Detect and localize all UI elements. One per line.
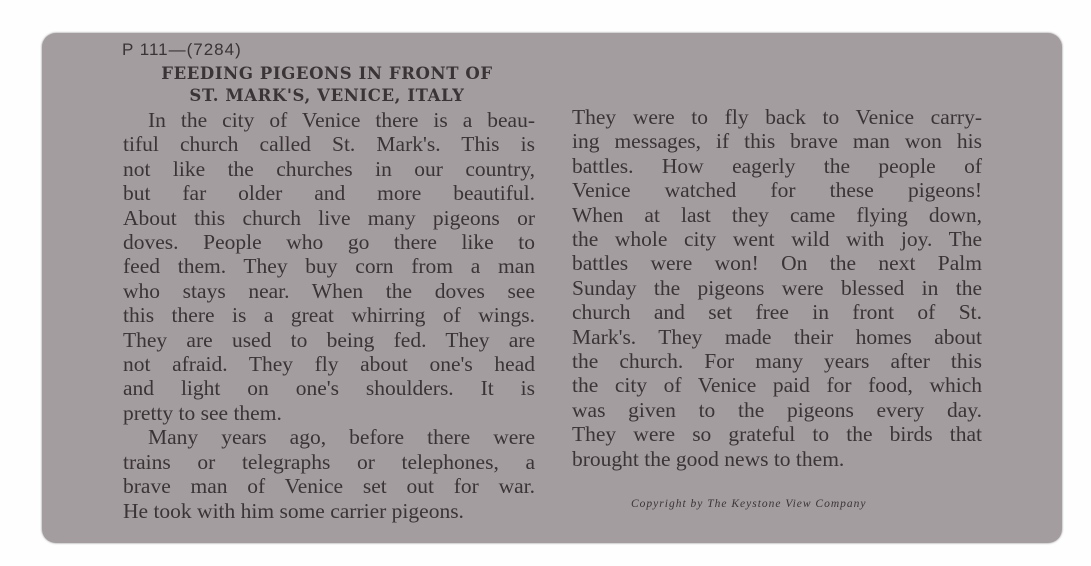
text-line: They are used to being fed. They are	[123, 327, 535, 352]
text-line: battles. How eagerly the people of	[572, 153, 982, 178]
card-code: P 111—(7284)	[122, 40, 242, 59]
title-line-1: FEEDING PIGEONS IN FRONT OF	[161, 64, 493, 83]
right-column-text	[572, 105, 982, 471]
text-line: the church. For many years after this	[572, 349, 982, 374]
text-line: pretty to see them.	[123, 400, 282, 425]
text-line: ing messages, if this brave man won his	[572, 129, 982, 154]
text-line: They were so grateful to the birds that	[572, 422, 982, 447]
text-line: church and set free in front of St.	[572, 300, 982, 325]
text-line: When at last they came flying down,	[572, 202, 982, 227]
text-line: trains or telegraphs or telephones, a	[123, 449, 535, 474]
text-line: Sunday the pigeons were blessed in the	[572, 275, 982, 300]
text-line: He took with him some carrier pigeons.	[123, 498, 464, 523]
text-line: brought the good news to them.	[572, 446, 845, 471]
text-line: They were to fly back to Venice carry-	[572, 105, 982, 129]
text-line: and light on one's shoulders. It is	[123, 376, 535, 401]
text-line: brave man of Venice set out for war.	[123, 474, 535, 499]
text-line: not like the churches in our country,	[123, 156, 535, 181]
text-line: this there is a great whirring of wings.	[123, 303, 535, 328]
text-line: but far older and more beautiful.	[123, 181, 535, 206]
text-line: Many years ago, before there were	[148, 425, 535, 450]
text-line: battles were won! On the next Palm	[572, 251, 982, 276]
text-line: About this church live many pigeons or	[123, 205, 535, 230]
text-line: not afraid. They fly about one's head	[123, 352, 535, 377]
text-line: was given to the pigeons every day.	[572, 397, 982, 422]
text-line: Mark's. They made their homes about	[572, 324, 982, 349]
text-line: doves. People who go there like to	[123, 230, 535, 255]
text-line: who stays near. When the doves see	[123, 278, 535, 303]
text-line: the whole city went wild with joy. The	[572, 227, 982, 252]
text-line: tiful church called St. Mark's. This is	[123, 132, 535, 157]
text-line: feed them. They buy corn from a man	[123, 254, 535, 279]
text-line: In the city of Venice there is a beau-	[148, 108, 535, 132]
text-line: the city of Venice paid for food, which	[572, 373, 982, 398]
left-column-text	[123, 108, 535, 523]
copyright-notice: Copyright by The Keystone View Company	[631, 498, 867, 510]
text-line: Venice watched for these pigeons!	[572, 178, 982, 203]
title-line-2: ST. MARK'S, VENICE, ITALY	[189, 86, 465, 105]
